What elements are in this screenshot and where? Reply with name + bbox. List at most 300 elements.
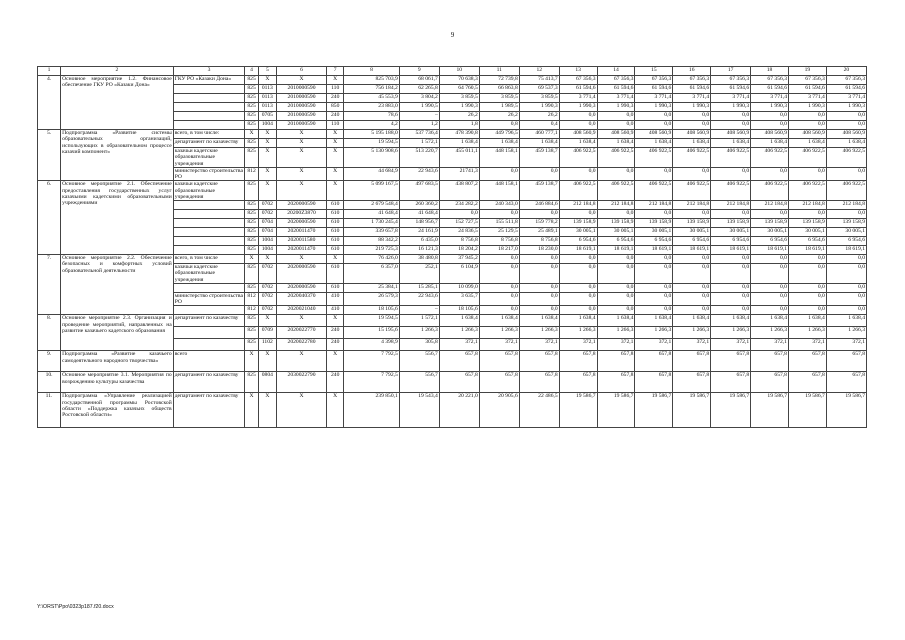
code-cell: 812 xyxy=(245,306,259,315)
value-cell: 212 184,8 xyxy=(826,201,866,210)
program-label: Подпрограмма «Управление реализацией государственной программы Ростовской области «Поддержка казачьих обществ Ростовской области» xyxy=(61,393,174,428)
program-label: Основное мероприятие 1.2. Финансовое обеспечение ГКУ РО «Казаки Дона» xyxy=(61,76,174,130)
value-cell: 1 638,4 xyxy=(711,139,751,148)
code-cell: 0113 xyxy=(258,94,276,103)
value-cell: 26,2 xyxy=(439,112,479,121)
value-cell: 6 954,6 xyxy=(597,237,635,246)
value-cell: 756 184,2 xyxy=(344,85,400,94)
code-cell: 0702 xyxy=(258,292,276,306)
code-cell: X xyxy=(276,351,326,372)
value-cell: 339 657,8 xyxy=(344,228,400,237)
code-cell: 240 xyxy=(327,327,344,339)
code-cell: 2010000590 xyxy=(276,121,326,130)
value-cell: 0,0 xyxy=(519,292,559,306)
code-cell: 2020000590 xyxy=(276,201,326,210)
value-cell: 19 586,7 xyxy=(673,393,711,428)
value-cell: 657,8 xyxy=(597,372,635,393)
value-cell: 76 426,0 xyxy=(344,255,400,264)
code-cell: 2020021040 xyxy=(276,306,326,315)
value-cell: 19 594,5 xyxy=(344,139,400,148)
value-cell: 6 104,9 xyxy=(439,264,479,284)
code-cell: 825 xyxy=(245,94,259,103)
code-cell: 825 xyxy=(245,181,259,201)
value-cell: 372,1 xyxy=(519,339,559,351)
value-cell: 18 619,1 xyxy=(711,246,751,255)
value-cell: 0,0 xyxy=(673,121,711,130)
code-cell: 2020011470 xyxy=(276,246,326,255)
value-cell: 0,0 xyxy=(635,112,673,121)
value-cell: 0,0 xyxy=(826,210,866,219)
value-cell: 657,8 xyxy=(711,351,751,372)
value-cell: 19 586,7 xyxy=(559,393,597,428)
value-cell: 1 990,3 xyxy=(826,103,866,112)
value-cell: 3 804,2 xyxy=(399,94,439,103)
code-cell: 2020022780 xyxy=(276,339,326,351)
code-cell: 825 xyxy=(245,283,259,292)
code-cell: X xyxy=(258,255,276,264)
code-cell: X xyxy=(258,148,276,168)
value-cell: 406 922,5 xyxy=(673,181,711,201)
value-cell: 3 771,4 xyxy=(788,94,826,103)
code-cell: 240 xyxy=(327,94,344,103)
value-cell: 1 638,4 xyxy=(673,139,711,148)
value-cell: 0,0 xyxy=(788,292,826,306)
value-cell: 1 266,3 xyxy=(597,327,635,339)
value-cell: 62 265,8 xyxy=(399,85,439,94)
value-cell: 22 943,6 xyxy=(399,292,439,306)
code-cell: 410 xyxy=(327,306,344,315)
code-cell: 825 xyxy=(245,264,259,284)
executor-cell xyxy=(173,210,245,219)
code-cell: 825 xyxy=(245,121,259,130)
value-cell: 0,0 xyxy=(479,292,519,306)
value-cell: 3 771,4 xyxy=(559,94,597,103)
value-cell: 1 990,3 xyxy=(751,103,789,112)
value-cell: 68 061,7 xyxy=(399,76,439,85)
value-cell: 0,0 xyxy=(788,283,826,292)
code-cell: 410 xyxy=(327,292,344,306)
value-cell: 408 560,9 xyxy=(826,130,866,139)
value-cell: 657,8 xyxy=(635,351,673,372)
header-cell: 16 xyxy=(673,67,711,76)
value-cell: 0,0 xyxy=(597,112,635,121)
value-cell: 22 486,5 xyxy=(519,393,559,428)
value-cell: 657,8 xyxy=(826,351,866,372)
value-cell: 18 619,1 xyxy=(597,246,635,255)
value-cell: 0,0 xyxy=(559,121,597,130)
code-cell: 825 xyxy=(245,237,259,246)
value-cell: 212 184,8 xyxy=(711,201,751,210)
code-cell: X xyxy=(245,130,259,139)
executor-cell xyxy=(173,201,245,210)
value-cell: 0,0 xyxy=(673,306,711,315)
value-cell: 3 771,4 xyxy=(673,94,711,103)
value-cell: 1 266,3 xyxy=(635,327,673,339)
value-cell: 0,0 xyxy=(673,292,711,306)
value-cell: 1 730 245,4 xyxy=(344,219,400,228)
header-cell: 12 xyxy=(519,67,559,76)
code-cell: X xyxy=(276,76,326,85)
header-cell: 18 xyxy=(751,67,789,76)
header-cell: 15 xyxy=(635,67,673,76)
code-cell: 0702 xyxy=(258,264,276,284)
value-cell: 1 266,3 xyxy=(711,327,751,339)
value-cell: 1 638,4 xyxy=(751,139,789,148)
value-cell: 0,0 xyxy=(751,121,789,130)
code-cell: X xyxy=(327,255,344,264)
value-cell: 5 195 188,0 xyxy=(344,130,400,139)
value-cell: 16 121,3 xyxy=(399,246,439,255)
value-cell: 0,0 xyxy=(788,210,826,219)
value-cell: 459 138,7 xyxy=(519,181,559,201)
value-cell: 61 594,6 xyxy=(559,85,597,94)
value-cell: 64 760,5 xyxy=(439,85,479,94)
value-cell: 67 356,3 xyxy=(635,76,673,85)
program-label: Основное мероприятие 3.1. Мероприятия по возрождению культуры казачества xyxy=(61,372,174,393)
header-cell: 8 xyxy=(344,67,400,76)
row-number: 6. xyxy=(38,181,61,255)
value-cell: 3 771,4 xyxy=(826,94,866,103)
executor-cell: министерство строительства РО xyxy=(174,292,243,305)
code-cell: 2020000590 xyxy=(276,219,326,228)
code-cell: 0709 xyxy=(258,327,276,339)
code-cell: 0113 xyxy=(258,103,276,112)
code-cell: 20200Z3870 xyxy=(276,210,326,219)
code-cell: 825 xyxy=(245,228,259,237)
code-cell: X xyxy=(258,393,276,428)
code-cell: 825 xyxy=(245,103,259,112)
value-cell: 67 356,3 xyxy=(597,76,635,85)
value-cell: 75 413,7 xyxy=(519,76,559,85)
value-cell: 155 511,8 xyxy=(479,219,519,228)
table-row xyxy=(38,130,867,139)
value-cell: 70 638,3 xyxy=(439,76,479,85)
value-cell: 0,0 xyxy=(559,292,597,306)
value-cell: 240 343,0 xyxy=(479,201,519,210)
value-cell: 152 727,5 xyxy=(439,219,479,228)
value-cell: 1 638,4 xyxy=(711,315,751,327)
value-cell: 0,0 xyxy=(711,210,751,219)
value-cell: 372,1 xyxy=(826,339,866,351)
value-cell: 1 638,4 xyxy=(751,315,789,327)
table-row xyxy=(38,255,867,264)
value-cell: 1 990,5 xyxy=(399,103,439,112)
value-cell: 0,0 xyxy=(751,292,789,306)
value-cell: 61 594,6 xyxy=(597,85,635,94)
value-cell: 0,0 xyxy=(673,283,711,292)
value-cell: 0,0 xyxy=(635,210,673,219)
code-cell: 2020011470 xyxy=(276,228,326,237)
executor-cell xyxy=(173,219,245,228)
value-cell: 408 560,9 xyxy=(751,130,789,139)
value-cell: 372,1 xyxy=(559,339,597,351)
value-cell: 0,0 xyxy=(788,167,826,181)
value-cell: 556,7 xyxy=(399,372,439,393)
value-cell: 1 990,3 xyxy=(788,103,826,112)
value-cell: 6 954,6 xyxy=(559,237,597,246)
value-cell: 18 619,1 xyxy=(788,246,826,255)
value-cell: 1 266,3 xyxy=(673,327,711,339)
value-cell: 18 619,1 xyxy=(559,246,597,255)
value-cell: 1 572,1 xyxy=(399,315,439,327)
value-cell: 30 005,1 xyxy=(826,228,866,237)
code-cell: 0705 xyxy=(258,112,276,121)
code-cell: X xyxy=(276,181,326,201)
value-cell: 657,8 xyxy=(559,351,597,372)
value-cell: 23 883,0 xyxy=(344,103,400,112)
value-cell: 1 638,4 xyxy=(597,315,635,327)
value-cell: 0,0 xyxy=(673,112,711,121)
value-cell: 408 560,9 xyxy=(711,130,751,139)
value-cell: 18 105,6 xyxy=(344,306,400,315)
value-cell: 657,8 xyxy=(711,372,751,393)
value-cell: 0,0 xyxy=(439,210,479,219)
program-label: Основное мероприятие 2.1. Обеспечение предоставления государственных услуг казачьими кадетскими образовательными учреждениями xyxy=(61,181,174,255)
value-cell: 38 480,8 xyxy=(399,255,439,264)
header-cell: 10 xyxy=(439,67,479,76)
header-cell: 9 xyxy=(399,67,439,76)
code-cell: 240 xyxy=(327,112,344,121)
code-cell: 2020040370 xyxy=(276,292,326,306)
program-label: Подпрограмма «Развитие казачьего самодеятельного народного творчества» xyxy=(61,351,174,372)
value-cell: 3 771,4 xyxy=(751,94,789,103)
code-cell: 825 xyxy=(245,246,259,255)
value-cell: 22 943,6 xyxy=(399,167,439,181)
value-cell: 0,0 xyxy=(635,283,673,292)
code-cell: 110 xyxy=(327,121,344,130)
value-cell: 1 990,3 xyxy=(635,103,673,112)
executor-cell: всего, в том числе xyxy=(173,255,245,264)
header-cell: 20 xyxy=(826,67,866,76)
code-cell: 825 xyxy=(245,339,259,351)
value-cell: 0,0 xyxy=(751,306,789,315)
code-cell: 2020000590 xyxy=(276,283,326,292)
code-cell: 240 xyxy=(327,372,344,393)
value-cell: 18 619,1 xyxy=(673,246,711,255)
value-cell: 67 356,3 xyxy=(673,76,711,85)
value-cell: 1 266,3 xyxy=(788,327,826,339)
code-cell: 1004 xyxy=(258,121,276,130)
code-cell: X xyxy=(327,130,344,139)
value-cell: 0,0 xyxy=(673,210,711,219)
value-cell: 1 638,4 xyxy=(479,139,519,148)
value-cell: 6 954,6 xyxy=(751,237,789,246)
value-cell: 139 158,9 xyxy=(711,219,751,228)
value-cell: 1 638,4 xyxy=(559,315,597,327)
executor-cell: департамент по казачеству xyxy=(173,372,245,393)
value-cell: 8 756,8 xyxy=(519,237,559,246)
value-cell: 24 161,9 xyxy=(399,228,439,237)
value-cell: 19 543,4 xyxy=(399,393,439,428)
value-cell: 19 586,7 xyxy=(751,393,789,428)
value-cell: 41 648,4 xyxy=(344,210,400,219)
value-cell: 212 184,8 xyxy=(788,201,826,210)
code-cell: 0113 xyxy=(258,85,276,94)
executor-cell xyxy=(173,327,245,339)
value-cell: 30 005,1 xyxy=(751,228,789,237)
code-cell: 825 xyxy=(245,201,259,210)
code-cell: 825 xyxy=(245,76,259,85)
value-cell: 0,0 xyxy=(711,264,751,284)
value-cell: 139 158,9 xyxy=(673,219,711,228)
value-cell: 18 204,2 xyxy=(439,246,479,255)
header-cell: 4 xyxy=(245,67,259,76)
value-cell: 139 158,9 xyxy=(597,219,635,228)
code-cell: X xyxy=(276,255,326,264)
value-cell: 478 390,8 xyxy=(439,130,479,139)
value-cell: 0,0 xyxy=(479,210,519,219)
executor-cell: всего, в том числе: xyxy=(173,130,245,139)
executor-cell xyxy=(173,283,245,292)
code-cell: 0704 xyxy=(258,219,276,228)
code-cell: 0702 xyxy=(258,283,276,292)
value-cell: 219 725,3 xyxy=(344,246,400,255)
value-cell: 18 217,0 xyxy=(479,246,519,255)
row-number: 8. xyxy=(38,315,61,351)
executor-cell: казачьи кадетские образовательные учреждения xyxy=(173,264,245,284)
header-cell: 13 xyxy=(559,67,597,76)
value-cell: 408 560,9 xyxy=(559,130,597,139)
value-cell: 19 586,7 xyxy=(788,393,826,428)
value-cell: 30 005,1 xyxy=(559,228,597,237)
value-cell: 460 777,1 xyxy=(519,130,559,139)
value-cell: 139 158,9 xyxy=(559,219,597,228)
code-cell: 2020022770 xyxy=(276,327,326,339)
value-cell: 0,0 xyxy=(479,255,519,264)
value-cell: 513 220,7 xyxy=(399,148,439,168)
value-cell: 406 922,5 xyxy=(751,181,789,201)
code-cell: 825 xyxy=(245,327,259,339)
value-cell: 10 099,0 xyxy=(439,283,479,292)
value-cell: 372,1 xyxy=(711,339,751,351)
code-cell: 2010000590 xyxy=(276,112,326,121)
value-cell: 406 922,5 xyxy=(597,181,635,201)
value-cell: 0,0 xyxy=(479,306,519,315)
value-cell: 5 130 908,6 xyxy=(344,148,400,168)
value-cell: 19 586,7 xyxy=(711,393,751,428)
code-cell: X xyxy=(258,167,276,181)
code-cell: 2030022790 xyxy=(276,372,326,393)
value-cell: 0,0 xyxy=(751,255,789,264)
value-cell: 1 638,4 xyxy=(439,139,479,148)
code-cell: 610 xyxy=(327,283,344,292)
value-cell: 0,0 xyxy=(788,255,826,264)
executor-cell xyxy=(173,94,245,103)
code-cell: 1004 xyxy=(258,246,276,255)
value-cell: 1 638,4 xyxy=(635,139,673,148)
code-cell: X xyxy=(245,255,259,264)
value-cell: 3 771,4 xyxy=(635,94,673,103)
page-number: 9 xyxy=(450,31,455,39)
value-cell: 406 922,5 xyxy=(711,148,751,168)
value-cell: – xyxy=(399,306,439,315)
value-cell: 657,8 xyxy=(751,372,789,393)
value-cell: 0,0 xyxy=(673,255,711,264)
value-cell: 0,0 xyxy=(559,167,597,181)
value-cell: 372,1 xyxy=(597,339,635,351)
value-cell: 406 922,5 xyxy=(751,148,789,168)
value-cell: 0,0 xyxy=(597,255,635,264)
value-cell: 0,0 xyxy=(711,292,751,306)
value-cell: 0,0 xyxy=(479,264,519,284)
value-cell: 0,0 xyxy=(788,121,826,130)
value-cell: 1 990,3 xyxy=(673,103,711,112)
value-cell: 1 990,3 xyxy=(597,103,635,112)
value-cell: 0,0 xyxy=(711,255,751,264)
code-cell: 2020011580 xyxy=(276,237,326,246)
value-cell: 139 158,9 xyxy=(826,219,866,228)
value-cell: 67 356,3 xyxy=(826,76,866,85)
code-cell: 610 xyxy=(327,237,344,246)
value-cell: 1 638,4 xyxy=(479,315,519,327)
code-cell: X xyxy=(327,167,344,181)
value-cell: 61 594,6 xyxy=(635,85,673,94)
executor-cell xyxy=(173,112,245,121)
row-number: 11. xyxy=(38,393,61,428)
value-cell: 212 184,8 xyxy=(597,201,635,210)
value-cell: 0,0 xyxy=(826,167,866,181)
code-cell: 825 xyxy=(245,148,259,168)
value-cell: 406 922,5 xyxy=(635,148,673,168)
value-cell: 212 184,8 xyxy=(673,201,711,210)
header-cell: 19 xyxy=(788,67,826,76)
program-table xyxy=(37,66,867,428)
header-cell: 1 xyxy=(38,67,61,76)
value-cell: 0,0 xyxy=(597,283,635,292)
value-cell: 0,0 xyxy=(826,255,866,264)
value-cell: 459 138,7 xyxy=(519,148,559,168)
value-cell: – xyxy=(399,112,439,121)
file-path-footer: Y:\ORST\Ppo\0323p187.f20.docx xyxy=(37,604,114,610)
value-cell: 25 384,1 xyxy=(344,283,400,292)
value-cell: 0,0 xyxy=(826,292,866,306)
executor-cell xyxy=(173,228,245,237)
code-cell: 610 xyxy=(327,201,344,210)
value-cell: 0,0 xyxy=(826,306,866,315)
value-cell: 406 922,5 xyxy=(788,181,826,201)
executor-cell xyxy=(173,237,245,246)
value-cell: 657,8 xyxy=(439,372,479,393)
value-cell: 1 266,3 xyxy=(439,327,479,339)
value-cell: 6 954,6 xyxy=(826,237,866,246)
value-cell: 30 005,1 xyxy=(673,228,711,237)
value-cell: 0,0 xyxy=(597,210,635,219)
value-cell: 406 922,5 xyxy=(559,181,597,201)
value-cell: 3 859,5 xyxy=(479,94,519,103)
value-cell: 20 905,6 xyxy=(479,393,519,428)
value-cell: 0,0 xyxy=(597,167,635,181)
value-cell: 88 342,2 xyxy=(344,237,400,246)
code-cell: 610 xyxy=(327,264,344,284)
value-cell: 3 771,4 xyxy=(597,94,635,103)
value-cell: 0,0 xyxy=(559,306,597,315)
value-cell: 30 005,1 xyxy=(711,228,751,237)
value-cell: 2 679 548,4 xyxy=(344,201,400,210)
value-cell: 406 922,5 xyxy=(826,181,866,201)
row-number: 4. xyxy=(38,76,61,130)
value-cell: 0,0 xyxy=(711,167,751,181)
code-cell: 1102 xyxy=(258,339,276,351)
value-cell: 6 954,6 xyxy=(788,237,826,246)
value-cell: 3 859,5 xyxy=(519,94,559,103)
value-cell: 19 586,7 xyxy=(597,393,635,428)
value-cell: 0,0 xyxy=(711,121,751,130)
value-cell: 61 594,6 xyxy=(673,85,711,94)
value-cell: 1 638,4 xyxy=(826,139,866,148)
executor-cell: министерство строительства РО xyxy=(174,167,243,180)
value-cell: 159 778,2 xyxy=(519,219,559,228)
value-cell: 0,0 xyxy=(597,264,635,284)
